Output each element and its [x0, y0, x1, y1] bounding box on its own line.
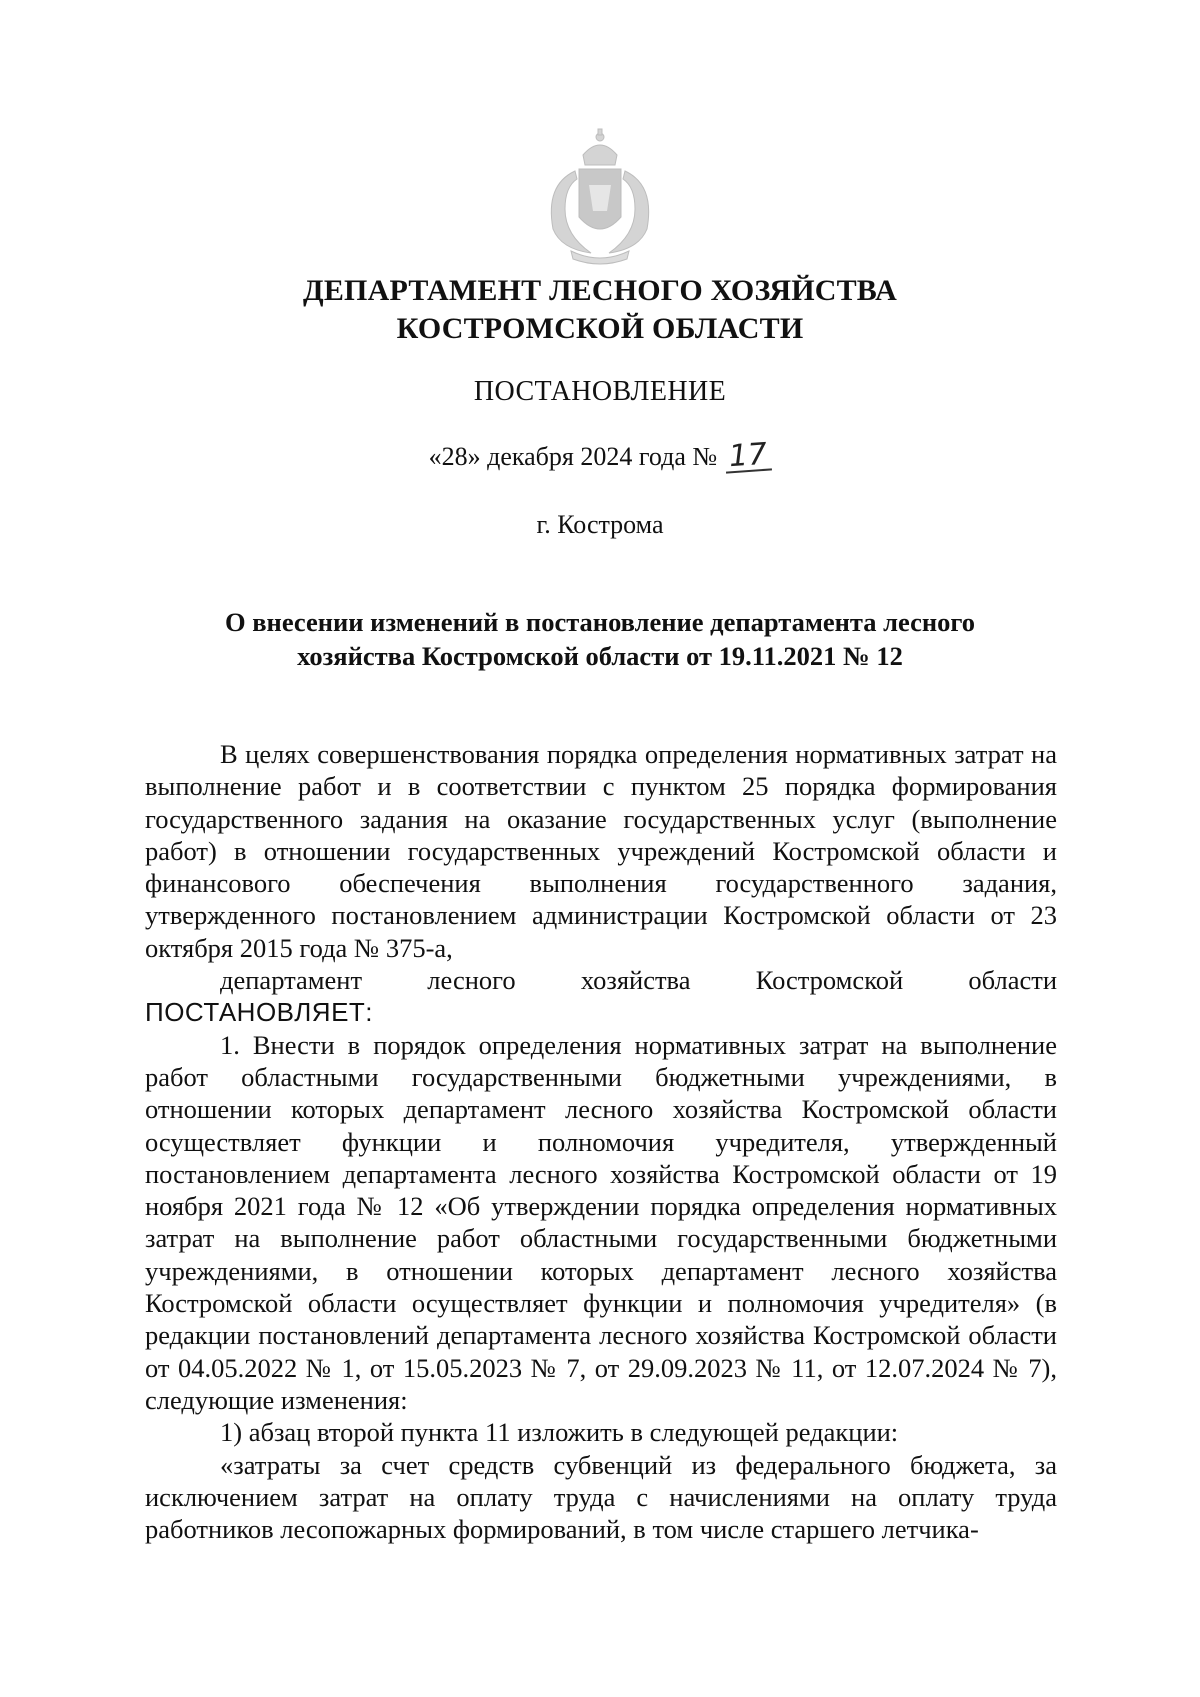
- department-name-line1: ДЕПАРТАМЕНТ ЛЕСНОГО ХОЗЯЙСТВА: [303, 274, 897, 307]
- department-name-line2: КОСТРОМСКОЙ ОБЛАСТИ: [396, 312, 804, 345]
- number-sign: №: [692, 442, 718, 471]
- subject-line2: хозяйства Костромской области от 19.11.2021 № 12: [297, 641, 903, 671]
- item-1-paragraph: 1. Внести в порядок определения нормативных затрат на выполнение работ областными государственными бюджетными учреждениями, в отношении которых департамент лесного хозяйства Костромской области осуществляет функции и полномочия учредителя, утвержденный постановлением департамента лесного хозяйства Костромской области от 19 ноября 2021 года № 12 «Об утверждении порядка определения нормативных затрат на выполнение работ областными государственными бюджетными учреждениями, в отношении которых департамент лесного хозяйства Костромской области осуществляет функции и полномочия учредителя» (в редакции постановлений департамента лесного хозяйства Костромской области от 04.05.2022 № 1, от 15.05.2023 № 7, от 29.09.2023 № 11, от 12.07.2024 № 7), следующие изменения:: [145, 1029, 1057, 1415]
- coat-of-arms-icon: [531, 125, 669, 265]
- resolves-heading: ПОСТАНОВЛЯЕТ:: [145, 997, 374, 1028]
- quoted-text-paragraph: «затраты за счет средств субвенций из федерального бюджета, за исключением затрат на оплату труда с начислениями на оплату труда работников лесопожарных формирований, в том числе старшего летчика-: [145, 1449, 1057, 1545]
- document-body: [145, 738, 1057, 1545]
- document-number: 17: [724, 440, 772, 473]
- department-name: [0, 272, 1200, 348]
- subject-line1: О внесении изменений в постановление департамента лесного: [225, 607, 975, 637]
- document-subject: [150, 605, 1050, 673]
- date-line: [0, 436, 1200, 475]
- subitem-1-paragraph: 1) абзац второй пункта 11 изложить в следующей редакции:: [220, 1417, 899, 1448]
- document-date: «28» декабря 2024 года: [428, 442, 686, 471]
- preamble-paragraph: В целях совершенствования порядка определения нормативных затрат на выполнение работ и в соответствии с пунктом 25 порядка формирования государственного задания на оказание государственных услуг (выполнение работ) в отношении государственных учреждений Костромской области и финансового обеспечения выполнения государственного задания, утвержденного постановлением администрации Костромской области от 23 октября 2015 года № 375-а,: [145, 739, 1057, 963]
- city: г. Кострома: [536, 510, 664, 539]
- issuer-line: департамент лесного хозяйства Костромской области: [220, 965, 1057, 996]
- document-type: ПОСТАНОВЛЕНИЕ: [473, 376, 727, 407]
